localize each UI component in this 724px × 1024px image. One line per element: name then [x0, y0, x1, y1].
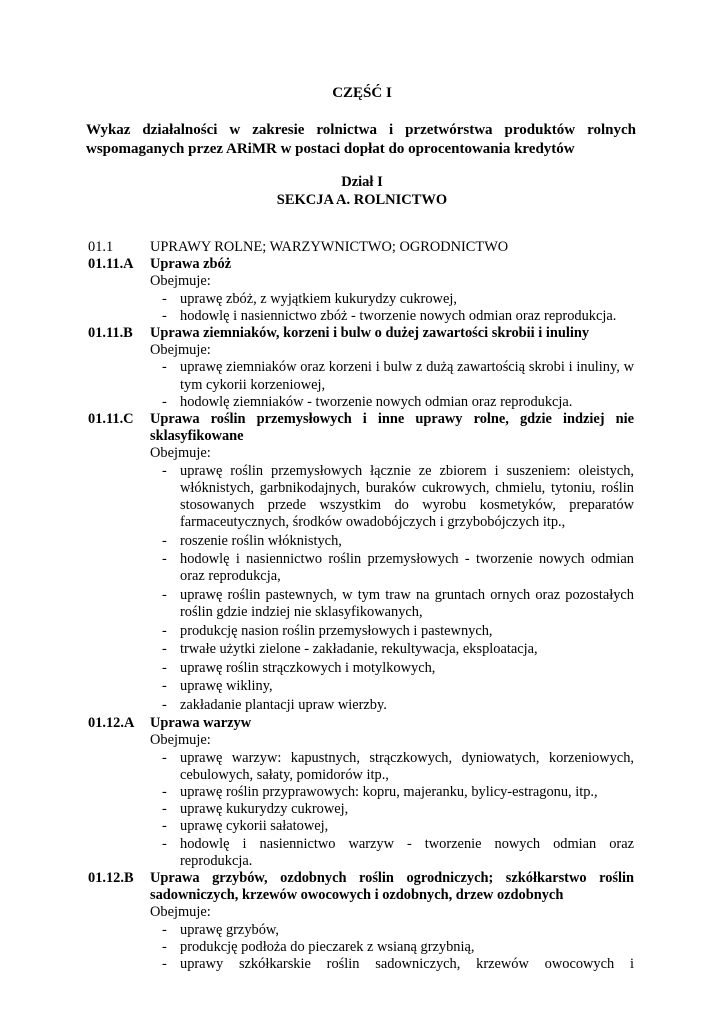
item-list [150, 922, 634, 974]
class-body [150, 256, 634, 325]
main-title-line-1: Wykaz działalności w zakresie rolnictwa i przetwórstwa produktów rolnych [86, 122, 636, 138]
group-code: 01.1 [88, 239, 114, 255]
list-item: - uprawy szkółkarskie roślin sadowniczych, krzewów owocowych i [162, 956, 634, 972]
class-code: 01.11.B [88, 325, 133, 342]
group-title: UPRAWY ROLNE; WARZYWNICTWO; OGRODNICTWO [150, 239, 509, 255]
classification-list [88, 239, 634, 973]
obejmuje-label: Obejmuje: [150, 445, 211, 462]
class-code: 01.11.A [88, 256, 134, 273]
list-item: - uprawę roślin strączkowych i motylkowych, [162, 659, 436, 676]
list-item: - uprawę cykorii sałatowej, [162, 818, 329, 835]
class-code: 01.12.A [88, 715, 135, 732]
class-body [150, 715, 634, 870]
list-item: - uprawę roślin przyprawowych: kopru, majeranku, bylicy-estragonu, itp., [162, 783, 598, 800]
list-item: - uprawę ziemniaków oraz korzeni i bulw z dużą zawartością skrobi i inuliny, w tym cykorii korzeniowej, [162, 359, 634, 393]
main-title [86, 121, 636, 159]
list-item: - trwałe użytki zielone - zakładanie, rekultywacja, eksploatacja, [162, 641, 538, 658]
class-01-12-A [88, 715, 634, 870]
class-title: Uprawa roślin przemysłowych i inne uprawy rolne, gdzie indziej nie sklasyfikowane [150, 411, 634, 445]
class-body [150, 870, 634, 973]
class-01-11-A [88, 256, 634, 325]
class-title: Uprawa zbóż [150, 256, 232, 273]
list-item: - roszenie roślin włóknistych, [162, 532, 342, 549]
dzial-label: Dział I [341, 174, 383, 190]
group-01-1 [88, 239, 634, 256]
obejmuje-label: Obejmuje: [150, 732, 211, 749]
list-item: - uprawę wikliny, [162, 678, 273, 695]
list-item: - uprawę grzybów, [162, 921, 279, 938]
list-item: - hodowlę ziemniaków - tworzenie nowych odmian oraz reprodukcja. [162, 393, 573, 410]
list-item: - hodowlę i nasiennictwo roślin przemysłowych - tworzenie nowych odmian oraz reprodukcja, [162, 551, 634, 585]
sekcja-label: SEKCJA A. ROLNICTWO [276, 192, 448, 208]
class-title: Uprawa warzyw [150, 715, 252, 732]
list-item: - uprawę roślin pastewnych, w tym traw na gruntach ornych oraz pozostałych roślin gdzie indziej nie sklasyfikowanych, [162, 586, 634, 621]
class-01-12-B [88, 870, 634, 973]
list-item: - produkcję podłoża do pieczarek z wsianą grzybnią, [162, 938, 475, 955]
main-title-line-2: wspomaganych przez ARiMR w postaci dopłat do oprocentowania kredytów [86, 141, 575, 157]
item-list [150, 750, 634, 870]
list-item: - produkcję nasion roślin przemysłowych i pastewnych, [162, 622, 493, 639]
item-list [150, 463, 634, 714]
obejmuje-label: Obejmuje: [150, 273, 211, 290]
class-body [150, 411, 634, 715]
list-item: - hodowlę i nasiennictwo warzyw - tworzenie nowych odmian oraz reprodukcja. [162, 835, 634, 869]
class-01-11-C [88, 411, 634, 715]
list-item: - uprawę zbóż, z wyjątkiem kukurydzy cukrowej, [162, 290, 457, 307]
class-code: 01.12.B [88, 869, 134, 886]
part-title: CZĘŚĆ I [332, 85, 392, 101]
item-list [150, 291, 634, 325]
list-item: - hodowlę i nasiennictwo zbóż - tworzenie nowych odmian oraz reprodukcja. [162, 307, 617, 324]
section-heading [0, 173, 724, 209]
class-title: Uprawa grzybów, ozdobnych roślin ogrodniczych; szkółkarstwo roślin sadowniczych, krzewów owocowych i ozdobnych, drzew ozdobnych [150, 869, 634, 904]
class-body [150, 325, 634, 411]
list-item: - uprawę kukurydzy cukrowej, [162, 801, 349, 818]
item-list [150, 359, 634, 411]
class-01-11-B [88, 325, 634, 411]
obejmuje-label: Obejmuje: [150, 342, 211, 359]
class-title: Uprawa ziemniaków, korzeni i bulw o dużej zawartości skrobii i inuliny [150, 325, 590, 342]
class-code: 01.11.C [88, 411, 134, 428]
obejmuje-label: Obejmuje: [150, 904, 211, 921]
list-item: - uprawę roślin przemysłowych łącznie ze zbiorem i suszeniem: oleistych, włóknistych, garbnikodajnych, buraków cukrowych, chmielu, tytoniu, roślin stosowanych przede wszystkim do wyrobu kosmetyków, preparatów farmaceutycznych, środków owadobójczych i grzybobójczych itp., [162, 462, 634, 531]
list-item: - zakładanie plantacji upraw wierzby. [162, 696, 387, 713]
list-item: - uprawę warzyw: kapustnych, strączkowych, dyniowatych, korzeniowych, cebulowych, sałaty, pomidorów itp., [162, 749, 634, 783]
